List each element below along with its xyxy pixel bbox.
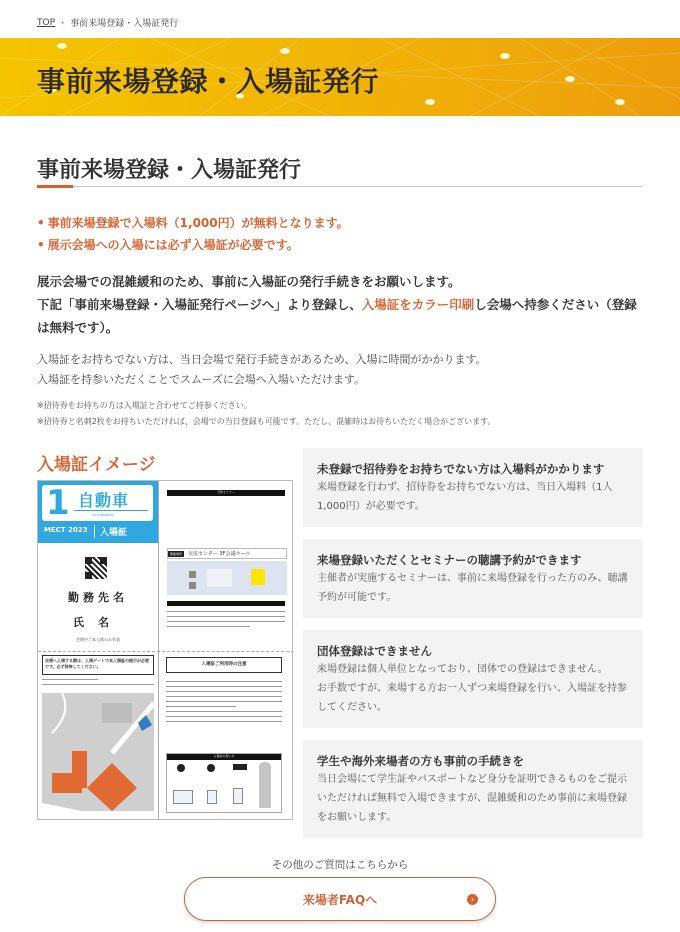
venue-tag: 開催場所 <box>170 551 183 556</box>
entry-notice: 会場へ入場する際は、入場ゲートで本入場証の提示が必要です。必ず持参してください。 <box>42 655 154 675</box>
venue-label <box>167 548 287 559</box>
badge-company: 勤務先名 <box>68 591 128 604</box>
faq-prompt: その他のご質問はこちらから <box>271 859 409 871</box>
badge-holder-icon <box>233 788 243 804</box>
info-card-body: 当日会場にて学生証やパスポートなど身分を証明できるものをご提示いただければ無料で入場できますが、混雑緩和のため事前に来場登録をお願いします。 <box>317 774 627 823</box>
venue-floor-map <box>167 561 287 595</box>
badge-event-name: MECT 2023 <box>44 526 88 534</box>
seminar-fine-print <box>167 611 285 631</box>
breadcrumb-separator-icon: › <box>61 18 65 27</box>
person-figure-icon <box>259 762 271 808</box>
highlight-note: • 事前来場登録で入場料（1,000円）が無料となります。 <box>37 212 349 234</box>
badge-front <box>38 481 158 651</box>
info-card-title: 学生や海外来場者の方も事前の手続きを <box>317 754 524 768</box>
breadcrumb-current: 事前来場登録・入場証発行 <box>70 19 179 29</box>
room-highlight <box>251 569 265 585</box>
section-divider-accent <box>37 185 73 188</box>
info-card-body: 来場登録を行わず、招待券をお持ちでない方は、当日入場料（1人1,000円）が必要です。 <box>317 482 613 512</box>
venue-name: 交流センター 3F会議ホール <box>188 551 251 557</box>
lead-line-2-after: し会場へ持参ください（登録は無料です）。 <box>37 297 637 335</box>
room-hall <box>207 569 232 587</box>
usage-guide <box>166 753 282 813</box>
breadcrumb <box>37 16 178 29</box>
area-map-graphic <box>42 693 154 811</box>
info-card <box>303 539 643 618</box>
chevron-right-icon: › <box>467 894 478 905</box>
body-line: 入場証を持参いただくことでスムーズに会場へ入場いただけます。 <box>37 373 366 386</box>
footnote: ※招待券と名刺2枚をお持ちいただければ、会場での当日登録も可能です。ただし、混雑時はお待ちいただく場合がございます。 <box>37 417 496 426</box>
badge-category-underline <box>74 510 148 511</box>
visitor-faq-button-label: 来場者FAQへ <box>302 892 378 907</box>
info-card <box>303 740 643 838</box>
usage-notice-header: 入場証ご利用時の注意 <box>166 657 282 673</box>
badge-fold-line-h <box>38 651 293 652</box>
breadcrumb-home-link[interactable]: TOP <box>37 17 56 28</box>
badge-category-en: AUTOMOBILES <box>92 513 114 517</box>
badge-pass-label: 入場証 <box>94 525 127 538</box>
info-card-body: お手数ですが、来場する方お一人ずつ来場登録を行い、入場証を持参してください。 <box>317 683 627 713</box>
seminar-header-bar: 予約セミナー <box>167 490 285 496</box>
lead-line-1: 展示会場での混雑緩和のため、事前に入場証の発行手続きをお願いします。 <box>37 274 461 289</box>
step-2-icon <box>207 764 215 772</box>
info-card-title: 来場登録いただくとセミナーの聴講予約ができます <box>317 553 582 567</box>
badge-number: 1 <box>46 483 70 523</box>
info-card-body: 主催者が実施するセミナーは、事前に来場登録を行った方のみ、聴講予約が可能です。 <box>317 573 628 603</box>
info-card <box>303 630 643 728</box>
step-1-icon <box>177 764 185 772</box>
body-line: 入場証をお持ちでない方は、当日会場で発行手続きがあるため、入場に時間がかかります。 <box>37 353 487 366</box>
venue-area-map <box>42 693 154 811</box>
hero-banner <box>0 38 680 116</box>
seminar-note-bar <box>167 601 285 606</box>
footnotes <box>37 398 496 430</box>
section-title: 事前来場登録・入場証発行 <box>37 158 302 183</box>
badge-image-title: 入場証イメージ <box>37 455 156 475</box>
badge-sample-image <box>37 480 293 820</box>
printer-icon <box>173 790 193 804</box>
visitor-faq-button[interactable] <box>184 877 496 921</box>
info-card-title: 団体登録はできません <box>317 644 432 658</box>
badge-name: 氏名 <box>73 616 123 629</box>
badge-category: 自動車 <box>78 491 130 510</box>
info-card-title: 未登録で招待券をお持ちでない方は入場料がかかります <box>317 462 605 476</box>
footnote: ※招待券をお持ちの方は入場証と合わせてご持参ください。 <box>37 401 252 410</box>
qr-code-icon <box>85 557 107 579</box>
info-card <box>303 448 643 527</box>
badge-header <box>38 481 158 543</box>
badge-validity-note: 会期中ご本人様のみ有効 <box>76 637 120 642</box>
badge-category-box <box>42 485 153 521</box>
room-marker <box>189 582 196 589</box>
hero-title: 事前来場登録・入場証発行 <box>37 65 380 98</box>
badge-fold-icon <box>207 790 217 804</box>
info-card-body: 来場登録は個人単位となっており、団体での登録はできません。 <box>317 664 608 675</box>
badge-seminar-panel <box>159 481 293 651</box>
body-text <box>37 350 487 390</box>
highlight-note: • 展示会場への入場には必ず入場証が必要です。 <box>37 234 349 256</box>
section-divider <box>37 186 643 187</box>
step-3-icon <box>233 764 247 770</box>
lead-highlight: 入場証をカラー印刷 <box>361 297 475 312</box>
room-marker <box>189 571 196 578</box>
info-cards <box>303 448 643 850</box>
highlight-notes <box>37 212 349 256</box>
lead-line-2 <box>37 293 647 339</box>
lead-text <box>37 270 647 339</box>
entrance-legend <box>42 679 154 689</box>
usage-guide-header: 入場証の使い方 <box>167 754 281 760</box>
lead-line-2-before: 下記「事前来場登録・入場証発行ページへ」より登録し、 <box>37 297 362 312</box>
usage-fine-print <box>166 681 282 726</box>
